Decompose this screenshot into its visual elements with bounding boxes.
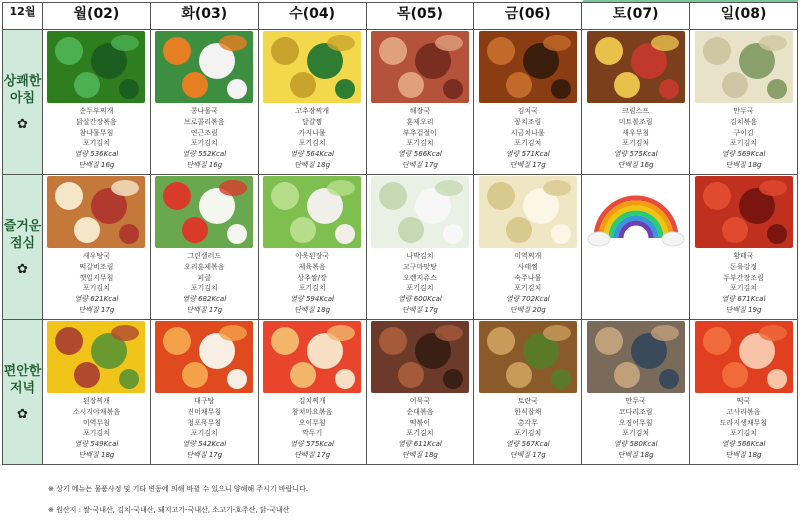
menu-item: 김치국 [517, 107, 538, 115]
menu-item: 참나물무침 [79, 128, 114, 137]
nutrition-line: 단백질 17g [186, 450, 223, 459]
nutrition-line: 열량 575Kcal [290, 440, 334, 449]
nutrition-line: 단백질 17g [509, 160, 546, 169]
sausage-vegetable-photo [47, 321, 145, 393]
menu-cell [474, 30, 582, 175]
braised-egg-photo [587, 31, 685, 103]
nutrition-line: 단백질 17g [294, 450, 331, 459]
nutrition-line: 열량 575Kcal [613, 150, 658, 159]
menu-item: 두부간장조림 [723, 273, 764, 282]
menu-item: 포기김치 [190, 284, 218, 293]
nutrition-line: 열량 611Kcal [398, 440, 442, 449]
menu-item-list [259, 106, 366, 171]
radish-kimchi-photo [263, 321, 361, 393]
spinach-greens-photo [47, 31, 145, 103]
nutrition-line: 열량 594Kcal [290, 295, 334, 304]
menu-item: 미역무침 [82, 418, 110, 427]
meal-label: 즐거운 점심 [3, 218, 42, 251]
nutrition-line: 단백질 19g [725, 305, 762, 314]
menu-cell [150, 320, 258, 465]
menu-item-list [582, 396, 689, 461]
nutrition-line: 열량 621Kcal [74, 295, 119, 304]
menu-item: 오이무침 [298, 418, 326, 427]
menu-item: 포기김치 [406, 284, 434, 293]
meal-row [3, 320, 798, 465]
menu-item-list [690, 251, 797, 316]
footnote-notice: ※ 상기 메뉴는 물품사정 및 기타 변동에 의해 바뀔 수 있으니 양해해 주시기 바랍니다. [48, 485, 309, 493]
tomato-salad-photo [155, 176, 253, 248]
menu-cell [258, 30, 366, 175]
nutrition-line: 단백질 18g [78, 450, 115, 459]
menu-item: 코다리조림 [618, 407, 653, 416]
grilled-mackerel-photo [587, 321, 685, 393]
menu-item-list [690, 396, 797, 461]
menu-item: 떡갈비조림 [79, 262, 114, 271]
nutrition-line: 열량 569Kcal [721, 150, 766, 159]
meal-row [3, 175, 798, 320]
broccoli-stir-fry-photo [155, 31, 253, 103]
menu-item: 가지나물 [298, 128, 326, 137]
squid-strips-photo [155, 321, 253, 393]
menu-item: 새우탕국 [82, 252, 110, 260]
menu-item: 포기김치 [622, 139, 650, 148]
bean-sprouts-photo [479, 176, 577, 248]
flower-icon: ✿ [17, 261, 28, 277]
nutrition-line: 단백질 18g [725, 450, 762, 459]
nutrition-line: 단백질 20g [509, 305, 546, 314]
menu-item: 된장찌개 [82, 397, 110, 405]
day-header: 목(05) [366, 3, 474, 30]
menu-item-list [43, 106, 150, 171]
menu-item-list [151, 396, 258, 461]
menu-item: 제육볶음 [298, 262, 326, 271]
menu-item-list [582, 106, 689, 171]
meal-row [3, 30, 798, 175]
menu-item-list [43, 251, 150, 316]
menu-item: 오징어무침 [618, 418, 653, 427]
menu-item-list [474, 106, 581, 171]
menu-item: 참치마요볶음 [291, 407, 333, 416]
menu-item-list [474, 396, 581, 461]
menu-cell [258, 320, 366, 465]
menu-item: 연근조림 [190, 128, 218, 137]
meal-label-cell [3, 30, 43, 175]
sweet-sour-pork-photo [695, 176, 793, 248]
nutrition-line: 단백질 18g [617, 450, 654, 459]
menu-cell [366, 30, 474, 175]
flower-icon: ✿ [17, 116, 28, 132]
menu-item: 포기김치 [514, 429, 542, 438]
nutrition-line: 열량 552Kcal [182, 150, 227, 159]
footnote-origin: ※ 원산지 : 쌀-국내산, 김치-국내산, 돼지고기-국내산, 소고기-호주산, 닭-국내산 [48, 506, 290, 514]
meal-label-cell [3, 175, 43, 320]
nutrition-line: 열량 571Kcal [505, 150, 550, 159]
menu-cell [690, 30, 798, 175]
menu-cell [690, 175, 798, 320]
menu-item: 깍두기 [301, 429, 323, 438]
menu-item: 떡볶이 [409, 418, 431, 427]
weekly-menu-table [2, 2, 798, 465]
nutrition-line: 단백질 17g [78, 305, 115, 314]
nutrition-line: 열량 600Kcal [398, 295, 442, 304]
nutrition-line: 단백질 18g [402, 450, 438, 459]
menu-item: 포기김치 [190, 429, 218, 438]
menu-item: 사태찜 [517, 262, 538, 271]
menu-item: 포기김치 [514, 284, 542, 293]
day-header: 일(08) [690, 3, 798, 30]
menu-item: 포기김치 [298, 284, 326, 293]
menu-item: 포기김치 [406, 139, 434, 148]
menu-item: 도라지생채무침 [719, 418, 768, 427]
menu-item: 나박김치 [406, 252, 434, 260]
day-header: 화(03) [150, 3, 258, 30]
menu-item: 아욱된장국 [295, 252, 330, 260]
menu-item-list [474, 251, 581, 316]
meal-label: 상쾌한 아침 [3, 73, 42, 106]
menu-item: 소시지야채볶음 [72, 407, 121, 416]
menu-item: 청포묵무침 [187, 418, 222, 427]
menu-item: 그린샐러드 [187, 252, 222, 260]
menu-cell [43, 320, 151, 465]
menu-item: 어묵국 [409, 397, 431, 405]
menu-item: 깻잎지무침 [79, 273, 114, 282]
menu-cell [366, 175, 474, 320]
dumpling-soup-photo [695, 31, 793, 103]
menu-item: 오렌지쥬스 [403, 273, 437, 282]
menu-cell [582, 175, 690, 320]
menu-item: 만두국 [625, 397, 646, 405]
nutrition-line: 단백질 16g [617, 160, 654, 169]
day-header: 토(07) [582, 3, 690, 30]
menu-item: 오리훈제볶음 [183, 262, 225, 271]
lettuce-wraps-photo [263, 176, 361, 248]
nutrition-line: 단백질 18g [294, 305, 331, 314]
day-header: 금(06) [474, 3, 582, 30]
radish-salad-photo [695, 321, 793, 393]
nutrition-line: 열량 682Kcal [182, 295, 227, 304]
menu-item: 포기김치 [298, 139, 326, 148]
menu-item: 포기김치 [730, 139, 758, 148]
menu-item: 총각무 [517, 418, 538, 427]
menu-item: 토란국 [517, 397, 538, 405]
menu-cell [366, 320, 474, 465]
cabbage-kimchi-photo [371, 176, 469, 248]
doenjang-stew-photo [263, 31, 361, 103]
fishcake-skewer-photo [47, 176, 145, 248]
menu-item: 시금치나물 [510, 128, 545, 137]
menu-item: 고사리볶음 [726, 407, 761, 416]
menu-item: 돈육강정 [730, 262, 758, 271]
menu-cell [43, 30, 151, 175]
menu-item: 고추장찌개 [295, 107, 330, 115]
menu-cell [690, 320, 798, 465]
flower-icon: ✿ [17, 406, 28, 422]
menu-cell [150, 30, 258, 175]
menu-item: 포기김치 [730, 284, 758, 293]
nutrition-line: 열량 567Kcal [505, 440, 550, 449]
nutrition-line: 단백질 17g [402, 305, 438, 314]
menu-item: 닭살간장볶음 [76, 117, 117, 126]
menu-cell [150, 175, 258, 320]
menu-cell [582, 320, 690, 465]
header-row [3, 3, 798, 30]
nutrition-line: 열량 564Kcal [290, 150, 334, 159]
menu-item: 콩나물국 [190, 107, 218, 115]
menu-item: 포기김치 [82, 429, 110, 438]
menu-cell [474, 175, 582, 320]
menu-item: 훈제오리 [406, 117, 434, 126]
menu-item: 포기김치 [190, 139, 218, 148]
nutrition-line: 단백질 17g [186, 305, 223, 314]
nutrition-line: 단백질 17g [509, 450, 546, 459]
menu-item: 브로콜리볶음 [183, 117, 225, 126]
menu-item: 구이김 [733, 128, 754, 137]
menu-item: 김치볶음 [730, 117, 758, 126]
month-header: 12월 [3, 3, 43, 30]
menu-cell [43, 175, 151, 320]
menu-item: 포기김치 [622, 429, 650, 438]
menu-item: 해장국 [409, 107, 431, 115]
menu-item: 고구마맛탕 [403, 262, 437, 271]
menu-item-list [367, 251, 474, 316]
menu-item: 떡국 [736, 397, 751, 405]
sausage-stir-fry-photo [371, 31, 469, 103]
nutrition-line: 열량 566Kcal [398, 150, 442, 159]
braised-eggplant-photo [371, 321, 469, 393]
menu-item: 달걀찜 [301, 117, 323, 126]
menu-item-list [151, 106, 258, 171]
menu-cell [582, 30, 690, 175]
menu-item-list [690, 106, 797, 171]
menu-cell [474, 320, 582, 465]
menu-item: 포기김치 [730, 429, 758, 438]
nutrition-line: 열량 536Kcal [74, 150, 119, 159]
menu-item: 진미채무침 [187, 407, 222, 416]
menu-item: 크림스프 [622, 107, 650, 115]
menu-item: 김치찌개 [298, 397, 326, 405]
rainbow-illustration [587, 176, 685, 248]
meal-label: 편안한 저녁 [3, 363, 42, 396]
menu-item-list [367, 396, 474, 461]
nutrition-line: 열량 549Kcal [74, 440, 119, 449]
menu-item-list [259, 396, 366, 461]
menu-item-list [43, 396, 150, 461]
nutrition-line: 단백질 16g [78, 160, 115, 169]
nutrition-line: 단백질 18g [725, 160, 762, 169]
menu-item: 대구탕 [194, 397, 215, 405]
nutrition-line: 열량 702Kcal [505, 295, 550, 304]
nutrition-line: 단백질 18g [294, 160, 331, 169]
menu-item: 만두국 [733, 107, 754, 115]
day-header: 수(04) [258, 3, 366, 30]
menu-item: 부추겉절이 [403, 128, 437, 137]
menu-item: 황태국 [733, 252, 754, 260]
menu-item: 순대볶음 [406, 407, 434, 416]
menu-item: 포기김치 [82, 284, 110, 293]
menu-item-list [259, 251, 366, 316]
menu-item: 포기김치 [406, 429, 434, 438]
menu-item: 미역찌개 [514, 252, 542, 260]
menu-cell [258, 175, 366, 320]
nutrition-line: 열량 671Kcal [721, 295, 766, 304]
menu-item: 숙주나물 [514, 273, 542, 282]
menu-item: 포기김치 [82, 139, 110, 148]
nutrition-line: 열량 542Kcal [182, 440, 227, 449]
menu-item: 꽁치조림 [514, 117, 542, 126]
menu-item: 상추쌈/장 [297, 273, 327, 282]
menu-item: 새우무침 [622, 128, 650, 137]
nutrition-line: 열량 566Kcal [721, 440, 766, 449]
menu-item: 피클 [197, 273, 212, 282]
nutrition-line: 열량 580Kcal [613, 440, 658, 449]
japchae-photo [479, 321, 577, 393]
nutrition-line: 단백질 17g [402, 160, 438, 169]
menu-item-list [367, 106, 474, 171]
day-header: 월(02) [43, 3, 151, 30]
menu-item: 순두부찌개 [79, 107, 114, 115]
nutrition-line: 단백질 16g [186, 160, 223, 169]
meal-label-cell [3, 320, 43, 465]
menu-item: 미트볼조림 [618, 117, 653, 126]
braised-chicken-photo [479, 31, 577, 103]
menu-item: 한식잡채 [514, 407, 542, 416]
menu-item-list [151, 251, 258, 316]
menu-item: 포기김치 [514, 139, 542, 148]
